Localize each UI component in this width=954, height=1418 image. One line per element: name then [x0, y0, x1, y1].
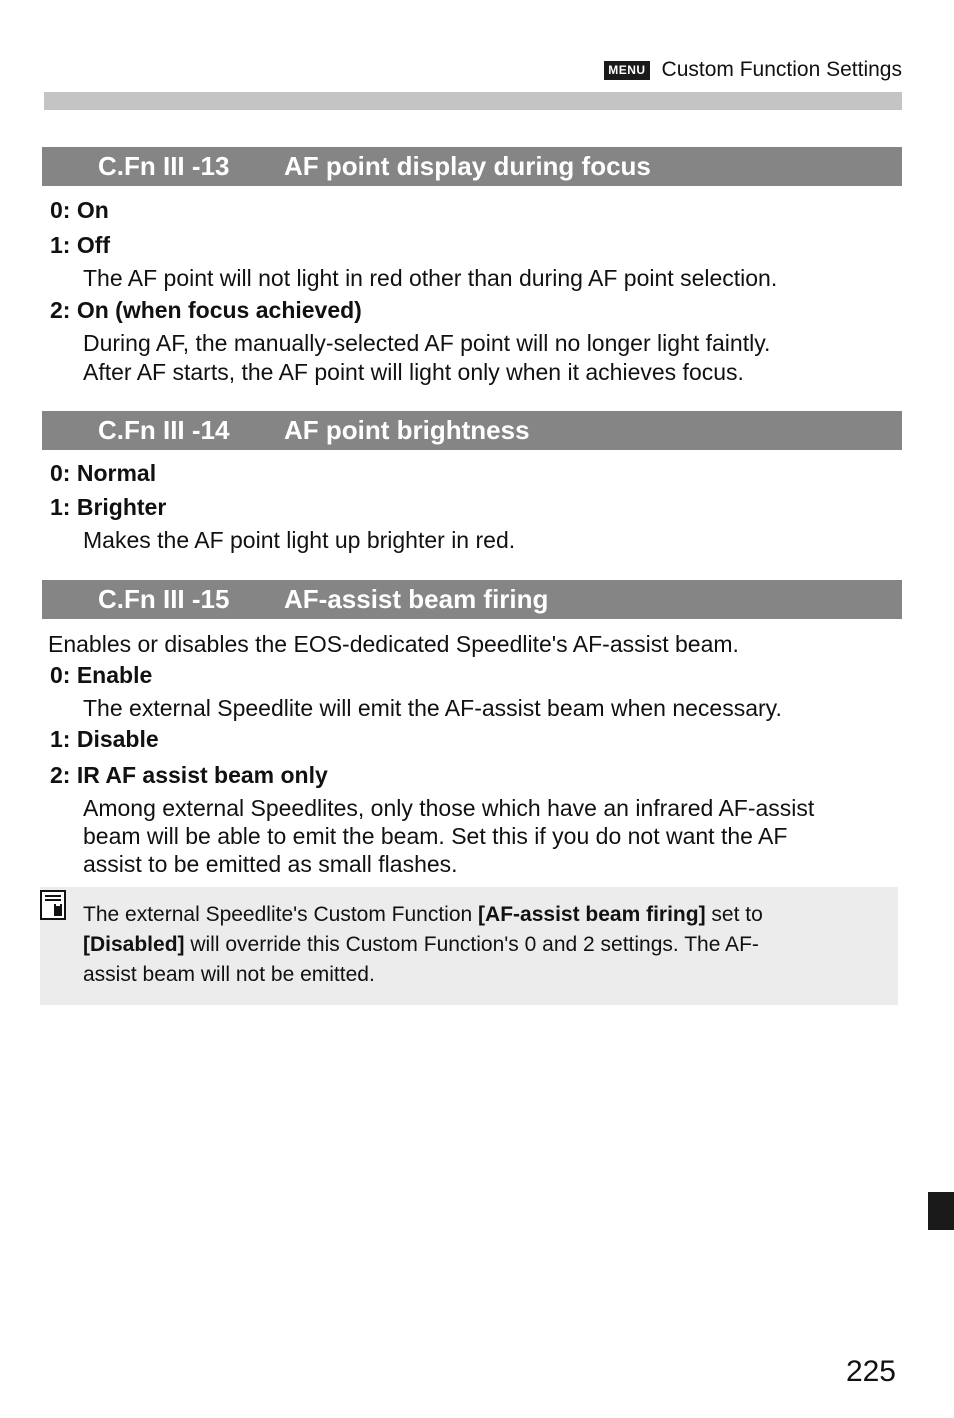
section-heading-cfn-14	[42, 411, 902, 450]
section-code: C.Fn III -15	[98, 584, 230, 614]
note-bold-term: [AF-assist beam firing]	[478, 903, 706, 926]
option-description: During AF, the manually-selected AF point will no longer light faintly.	[83, 330, 771, 356]
header-title: Custom Function Settings	[661, 58, 902, 81]
option-label: 1: Brighter	[50, 494, 167, 520]
option-label: 0: Enable	[50, 662, 153, 688]
option-description: beam will be able to emit the beam. Set this if you do not want the AF	[83, 823, 788, 849]
section-heading-cfn-13	[42, 147, 902, 186]
section-title: AF point display during focus	[284, 151, 651, 181]
option-label: 1: Disable	[50, 726, 159, 752]
option-description: After AF starts, the AF point will light only when it achieves focus.	[83, 359, 744, 385]
note-bold-term: [Disabled]	[83, 933, 185, 956]
option-description: Among external Speedlites, only those which have an infrared AF-assist	[83, 795, 815, 821]
note-text-part: set to	[705, 903, 763, 926]
option-description: Makes the AF point light up brighter in red.	[83, 527, 516, 553]
note-text-part: The external Speedlite's Custom Function	[83, 903, 479, 926]
menu-icon: MENU	[604, 61, 649, 80]
option-label: 0: Normal	[50, 460, 157, 486]
note-text-part: will override this Custom Function's 0 and 2 settings. The AF-	[184, 933, 759, 956]
option-description: assist to be emitted as small flashes.	[83, 851, 458, 877]
option-label: 2: On (when focus achieved)	[50, 297, 362, 323]
page-number: 225	[845, 1355, 896, 1388]
option-label: 0: On	[50, 197, 109, 223]
memo-icon	[40, 890, 66, 920]
section-heading-cfn-15	[42, 580, 902, 619]
note-text	[83, 900, 883, 990]
chapter-thumb-tab	[928, 1192, 954, 1230]
page-header	[604, 58, 902, 82]
option-label: 1: Off	[50, 232, 111, 258]
option-description: The AF point will not light in red other than during AF point selection.	[83, 265, 778, 291]
option-label: 2: IR AF assist beam only	[50, 762, 328, 788]
section-title: AF point brightness	[284, 415, 530, 445]
section-intro: Enables or disables the EOS-dedicated Speedlite's AF-assist beam.	[48, 631, 739, 657]
note-text-part: assist beam will not be emitted.	[83, 963, 375, 986]
header-rule	[44, 92, 902, 110]
section-code: C.Fn III -14	[98, 415, 230, 445]
section-title: AF-assist beam firing	[284, 584, 549, 614]
section-code: C.Fn III -13	[98, 151, 230, 181]
option-description: The external Speedlite will emit the AF-assist beam when necessary.	[83, 695, 782, 721]
